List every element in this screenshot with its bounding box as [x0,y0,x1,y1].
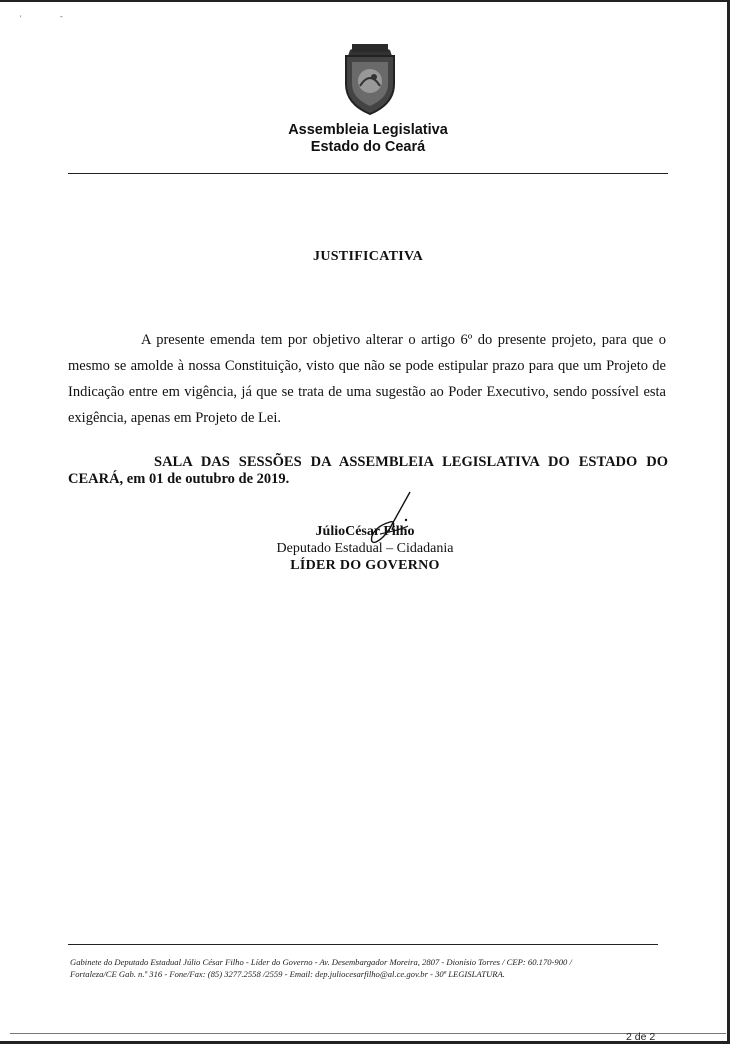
closing-text: SALA DAS SESSÕES DA ASSEMBLEIA LEGISLATIVA DO ESTADO DO CEARÁ, em 01 de outubro de 2019. [68,454,668,487]
page-bottom-rule [10,1033,726,1034]
footer-line-1: Gabinete do Deputado Estadual Júlio César Filho - Líder do Governo - Av. Desembargador Moreira, 2807 - Dionísio Torres / CEP: 60.170-900 / [70,957,572,967]
signer-role: Deputado Estadual – Cidadania [276,541,454,556]
scan-speck: ' [20,14,22,23]
signer-name: JúlioCésar Filho [315,524,415,539]
scan-speck: - [60,12,63,21]
justification-body [68,327,666,431]
page-number: 2 de 2 [626,1031,656,1043]
org-name: Assembleia Legislativa [288,122,448,138]
footer-line-2: Fortaleza/CE Gab. n.º 316 - Fone/Fax: (85) 3277.2558 /2559 - Email: dep.juliocesarfilho@al.ce.gov.br - 30ª LEGISLATURA. [70,969,505,979]
org-state: Estado do Ceará [310,139,426,155]
footer-divider [68,944,658,945]
state-crest-logo [336,36,404,118]
signature-block [200,523,530,574]
footer-contact [70,956,670,980]
document-heading: JUSTIFICATIVA [313,249,423,264]
signer-position: LÍDER DO GOVERNO [290,558,440,573]
header-divider [68,173,668,174]
closing-statement [68,454,668,488]
justification-paragraph: A presente emenda tem por objetivo alterar o artigo 6º do presente projeto, para que o mesmo se amolde à nossa Constituição, visto que não se pode estipular prazo para que um Projeto de Indicação entre em vigência, já que se trata de uma sugestão ao Poder Executivo, sendo possível esta exigência, apenas em Projeto de Lei. [68,332,666,426]
